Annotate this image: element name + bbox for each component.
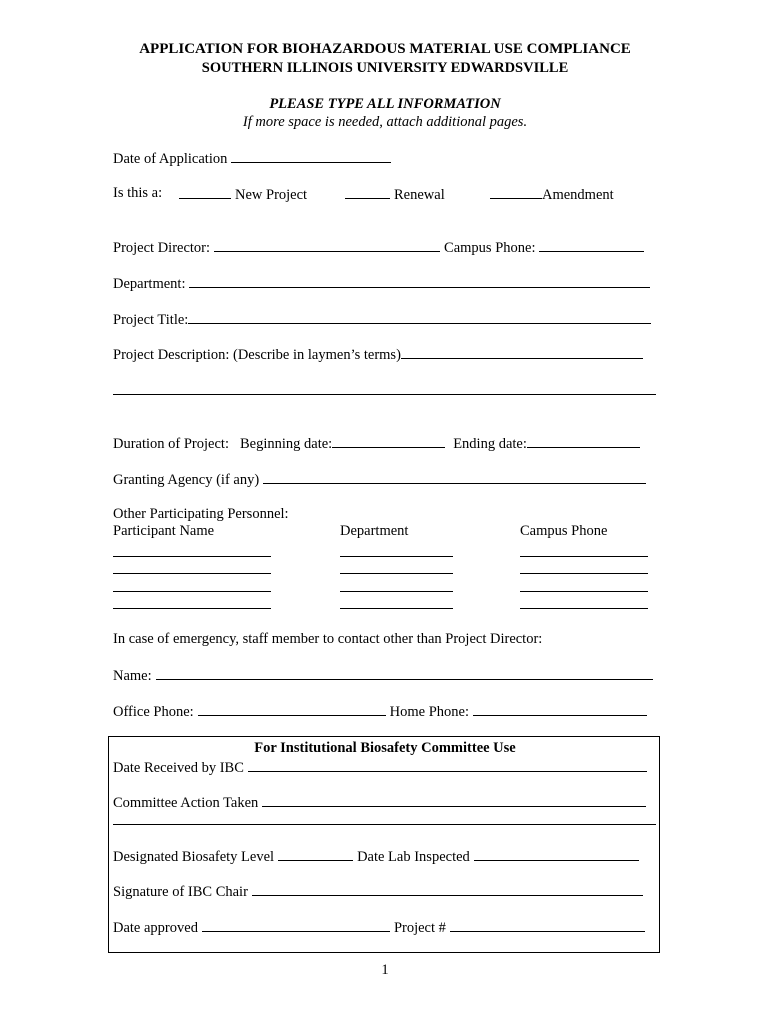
amendment-blank[interactable] [490,184,542,199]
renewal-blank[interactable] [345,184,390,199]
project-title-row [113,309,651,329]
participant-department-blank[interactable] [340,573,453,574]
ending-date-blank[interactable] [527,433,640,448]
form-title: APPLICATION FOR BIOHAZARDOUS MATERIAL USE COMPLIANCE [139,41,631,57]
date-lab-inspected-blank[interactable] [474,846,639,861]
date-approved-blank[interactable] [202,917,390,932]
project-title-label: Project Title: [113,312,189,328]
ending-date-label: Ending date: [453,436,527,452]
date-received-row [113,757,647,777]
date-of-application-blank[interactable] [231,148,391,163]
participant-phone-blank[interactable] [520,608,648,609]
campus-phone-blank[interactable] [539,237,644,252]
participant-phone-blank[interactable] [520,556,648,557]
project-description-row [113,344,643,364]
additional-pages-note: If more space is needed, attach additional pages. [242,114,528,130]
granting-agency-blank[interactable] [263,469,646,484]
biosafety-level-row [113,846,639,866]
committee-action-line-2[interactable] [113,824,656,825]
project-description-label: Project Description: (Describe in laymen’s terms) [113,347,401,363]
page-number: 1 [381,962,389,978]
emergency-phone-row [113,701,647,721]
participant-name-blank[interactable] [113,556,271,557]
type-instruction: PLEASE TYPE ALL INFORMATION [269,96,501,112]
granting-agency-row [113,469,646,489]
personnel-heading: Other Participating Personnel: [113,506,289,522]
committee-action-row [113,792,646,812]
duration-label: Duration of Project: [113,436,229,452]
project-description-blank[interactable] [401,344,643,359]
granting-agency-label: Granting Agency (if any) [113,472,260,488]
ibc-heading: For Institutional Biosafety Committee Use [254,740,516,756]
date-of-application-label: Date of Application [113,151,228,167]
department-row [113,273,650,293]
project-director-blank[interactable] [214,237,440,252]
department-label: Department: [113,276,186,292]
date-approved-row [113,917,645,937]
signature-label: Signature of IBC Chair [113,884,248,900]
project-title-blank[interactable] [188,309,651,324]
emergency-name-blank[interactable] [156,665,653,680]
university-name: SOUTHERN ILLINOIS UNIVERSITY EDWARDSVILLE [201,60,569,76]
renewal-label: Renewal [394,187,445,203]
department-blank[interactable] [189,273,650,288]
project-number-label: Project # [393,920,446,936]
emergency-heading: In case of emergency, staff member to contact other than Project Director: [113,631,543,647]
participant-department-blank[interactable] [340,591,453,592]
date-of-application-row [113,148,391,168]
date-approved-label: Date approved [113,920,198,936]
signature-blank[interactable] [252,881,643,896]
participant-department-blank[interactable] [340,608,453,609]
personnel-department-header: Department [340,523,409,539]
new-project-blank[interactable] [179,184,231,199]
renewal-option [345,184,445,204]
participant-department-blank[interactable] [340,556,453,557]
participant-phone-blank[interactable] [520,573,648,574]
participant-name-header: Participant Name [113,523,215,539]
project-director-row [113,237,644,257]
project-type-label: Is this a: [113,185,163,201]
beginning-date-blank[interactable] [332,433,445,448]
committee-action-blank[interactable] [262,792,646,807]
participant-phone-blank[interactable] [520,591,648,592]
project-number-blank[interactable] [450,917,645,932]
home-phone-label: Home Phone: [389,704,470,720]
emergency-name-label: Name: [113,668,152,684]
campus-phone-label: Campus Phone: [444,240,536,256]
participant-name-blank[interactable] [113,573,271,574]
new-project-label: New Project [235,187,308,203]
project-director-label: Project Director: [113,240,211,256]
date-received-label: Date Received by IBC [113,760,244,776]
amendment-option [490,184,614,204]
office-phone-blank[interactable] [198,701,386,716]
project-description-line-2[interactable] [113,394,656,395]
participant-name-blank[interactable] [113,608,271,609]
participant-name-blank[interactable] [113,591,271,592]
signature-row [113,881,643,901]
beginning-date-label: Beginning date: [239,436,333,452]
biosafety-level-blank[interactable] [278,846,353,861]
personnel-campus-phone-header: Campus Phone [520,523,608,539]
date-lab-inspected-label: Date Lab Inspected [357,849,470,865]
emergency-name-row [113,665,653,685]
biosafety-level-label: Designated Biosafety Level [113,849,275,865]
committee-action-label: Committee Action Taken [113,795,259,811]
new-project-option [179,184,307,204]
home-phone-blank[interactable] [473,701,647,716]
office-phone-label: Office Phone: [113,704,194,720]
duration-row [113,433,640,453]
date-received-blank[interactable] [248,757,647,772]
amendment-label: Amendment [542,187,614,203]
